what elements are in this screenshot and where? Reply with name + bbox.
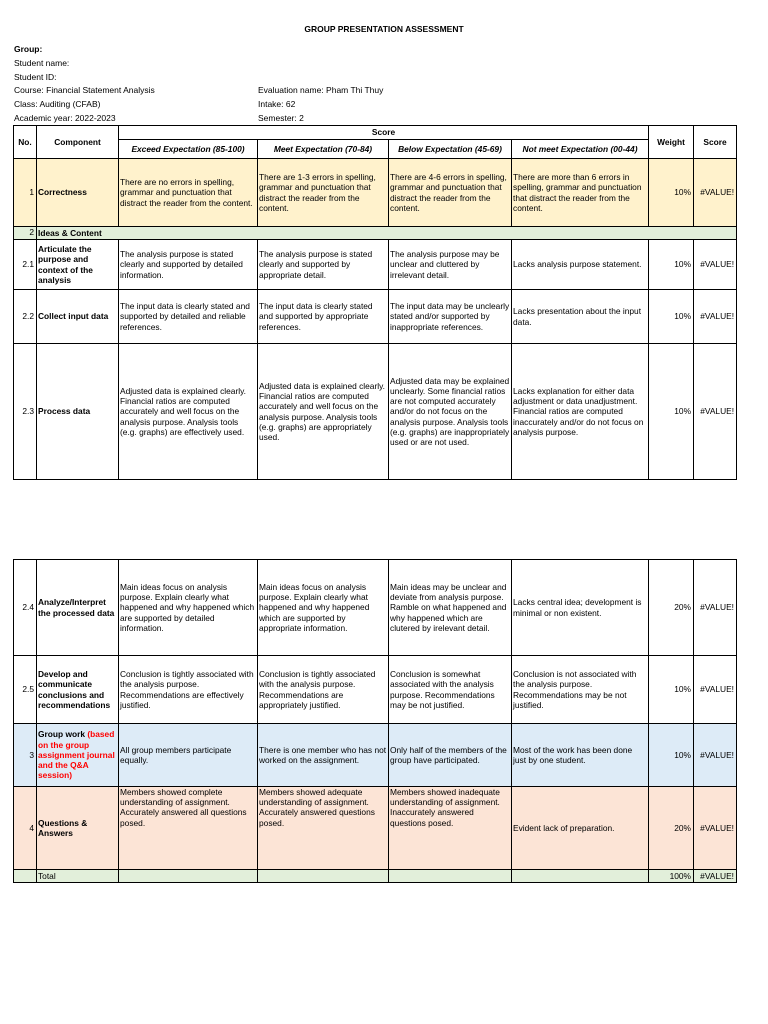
row-exceed: The input data is clearly stated and supported by detailed and reliable references.: [119, 290, 258, 344]
row-no: 2.3: [14, 344, 37, 480]
group-work-note: (based on the group assignment journal and the Q&A session): [38, 729, 115, 781]
row-no: 4: [14, 787, 37, 870]
header-below: Below Expectation (45-69): [389, 140, 512, 159]
row-component: Collect input data: [37, 290, 119, 344]
row-weight: 10%: [649, 290, 694, 344]
row-weight: 10%: [649, 159, 694, 227]
table-row: [14, 227, 737, 240]
table-row: [14, 724, 737, 787]
row-weight: 20%: [649, 787, 694, 870]
row-score: #VALUE!: [694, 656, 737, 724]
intake-label: Intake: 62: [258, 99, 296, 110]
row-not-meet: Evident lack of preparation.: [512, 787, 649, 870]
row-below: Main ideas may be unclear and deviate from analysis purpose. Ramble on what happened and why happened which are clutered by irelevant detail.: [389, 560, 512, 656]
row-score: #VALUE!: [694, 787, 737, 870]
class-label: Class: Auditing (CFAB): [14, 99, 101, 110]
row-exceed: Main ideas focus on analysis purpose. Explain clearly what happened and why happened which are supported by detailed information.: [119, 560, 258, 656]
row-no: 2.2: [14, 290, 37, 344]
header-no: No.: [14, 126, 37, 159]
row-exceed: All group members participate equally.: [119, 724, 258, 787]
row-exceed: Adjusted data is explained clearly. Financial ratios are computed accurately and well focus on the analysis purpose. Analysis tools (e.g. graphs) are effectively used.: [119, 344, 258, 480]
row-below: Members showed inadequate understanding of assignment. Inaccurately answered questions posed.: [389, 787, 512, 870]
row-exceed: Members showed complete understanding of assignment. Accurately answered all questions posed.: [119, 787, 258, 870]
row-weight: 20%: [649, 560, 694, 656]
row-weight: 10%: [649, 344, 694, 480]
row-score: #VALUE!: [694, 344, 737, 480]
academic-year-label: Academic year: 2022-2023: [14, 112, 116, 123]
total-label: Total: [37, 870, 119, 883]
row-score: #VALUE!: [694, 290, 737, 344]
row-score: #VALUE!: [694, 560, 737, 656]
table-row: [14, 656, 737, 724]
meta-left: [14, 43, 155, 126]
student-id-label: Student ID:: [14, 71, 57, 82]
row-component: Correctness: [37, 159, 119, 227]
row-below: Adjusted data may be explained unclearly. Some financial ratios are not computed accurately and/or do not focus on the analysis purpose. Analysis tools (e.g. graphs) are inappropriately used or are not used.: [389, 344, 512, 480]
row-meet: Conclusion is tightly associated with the analysis purpose. Recommendations are appropriately justified.: [258, 656, 389, 724]
row-component: Ideas & Content: [37, 227, 737, 240]
student-name-label: Student name:: [14, 57, 70, 68]
row-meet: The input data is clearly stated and supported by appropriate references.: [258, 290, 389, 344]
group-label: Group:: [14, 44, 43, 54]
row-score: #VALUE!: [694, 240, 737, 290]
table-row: [14, 159, 737, 227]
row-below: The input data may be unclearly stated and/or supported by inappropriate references.: [389, 290, 512, 344]
total-score: #VALUE!: [694, 870, 737, 883]
row-below: There are 4-6 errors in spelling, grammar and punctuation that distract the reader from the content.: [389, 159, 512, 227]
group-work-title: Group work: [38, 729, 85, 740]
row-weight: 10%: [649, 240, 694, 290]
row-not-meet: Most of the work has been done just by one student.: [512, 724, 649, 787]
header-score: Score: [694, 126, 737, 159]
header-score-group: Score: [119, 126, 649, 140]
row-score: #VALUE!: [694, 724, 737, 787]
row-no: [14, 870, 37, 883]
assessment-table-part-1: [13, 125, 737, 480]
row-no: 2.1: [14, 240, 37, 290]
table-row: [14, 787, 737, 870]
row-below: Conclusion is somewhat associated with the analysis purpose. Recommendations may be not justified.: [389, 656, 512, 724]
total-weight: 100%: [649, 870, 694, 883]
row-component: Process data: [37, 344, 119, 480]
row-component: Questions & Answers: [37, 787, 119, 870]
row-not-meet: Lacks explanation for either data adjustment or data unadjustment. Financial ratios are computed inaccurately and/or do not focus on analysis purpose.: [512, 344, 649, 480]
row-weight: 10%: [649, 656, 694, 724]
row-no: 3: [14, 724, 37, 787]
header-exceed: Exceed Expectation (85-100): [119, 140, 258, 159]
row-weight: 10%: [649, 724, 694, 787]
row-component: Develop and communicate conclusions and recommendations: [37, 656, 119, 724]
row-meet: The analysis purpose is stated clearly and supported by appropriate detail.: [258, 240, 389, 290]
row-score: #VALUE!: [694, 159, 737, 227]
row-below: The analysis purpose may be unclear and cluttered by irrelevant detail.: [389, 240, 512, 290]
row-not-meet: There are more than 6 errors in spelling, grammar and punctuation that distract the reader from the content.: [512, 159, 649, 227]
row-below: Only half of the members of the group have participated.: [389, 724, 512, 787]
assessment-table-part-2: [13, 559, 737, 883]
meta-right: [258, 84, 383, 125]
row-meet: There are 1-3 errors in spelling, grammar and punctuation that distract the reader from the content.: [258, 159, 389, 227]
total-row: [14, 870, 737, 883]
row-meet: Main ideas focus on analysis purpose. Explain clearly what happened and why happened which are supported by appropriate information.: [258, 560, 389, 656]
row-no: 1: [14, 159, 37, 227]
row-not-meet: Lacks presentation about the input data.: [512, 290, 649, 344]
row-component: [37, 724, 119, 787]
row-meet: Adjusted data is explained clearly. Financial ratios are computed accurately and well focus on the analysis purpose. Analysis tools (e.g. graphs) are appropriately used.: [258, 344, 389, 480]
table-row: [14, 240, 737, 290]
table-row: [14, 290, 737, 344]
header-not-meet: Not meet Expectation (00-44): [512, 140, 649, 159]
header-component: Component: [37, 126, 119, 159]
header-weight: Weight: [649, 126, 694, 159]
table-row: [14, 344, 737, 480]
row-not-meet: Conclusion is not associated with the analysis purpose. Recommendations may be not justified.: [512, 656, 649, 724]
row-component: Analyze/Interpret the processed data: [37, 560, 119, 656]
row-no: 2: [14, 227, 37, 240]
row-component: Articulate the purpose and context of the analysis: [37, 240, 119, 290]
semester-label: Semester: 2: [258, 112, 304, 123]
row-exceed: There are no errors in spelling, grammar and punctuation that distract the reader from the content.: [119, 159, 258, 227]
row-no: 2.5: [14, 656, 37, 724]
row-exceed: The analysis purpose is stated clearly and supported by detailed information.: [119, 240, 258, 290]
row-not-meet: Lacks central idea; development is minimal or non existent.: [512, 560, 649, 656]
page-title: GROUP PRESENTATION ASSESSMENT: [304, 24, 464, 34]
row-not-meet: Lacks analysis purpose statement.: [512, 240, 649, 290]
table-row: [14, 560, 737, 656]
row-meet: Members showed adequate understanding of assignment. Accurately answered questions posed.: [258, 787, 389, 870]
row-meet: There is one member who has not worked on the assignment.: [258, 724, 389, 787]
course-label: Course: Financial Statement Analysis: [14, 85, 155, 96]
row-no: 2.4: [14, 560, 37, 656]
row-exceed: Conclusion is tightly associated with the analysis purpose. Recommendations are effectively justified.: [119, 656, 258, 724]
header-meet: Meet Expectation (70-84): [258, 140, 389, 159]
evaluation-label: Evaluation name: Pham Thi Thuy: [258, 85, 384, 96]
